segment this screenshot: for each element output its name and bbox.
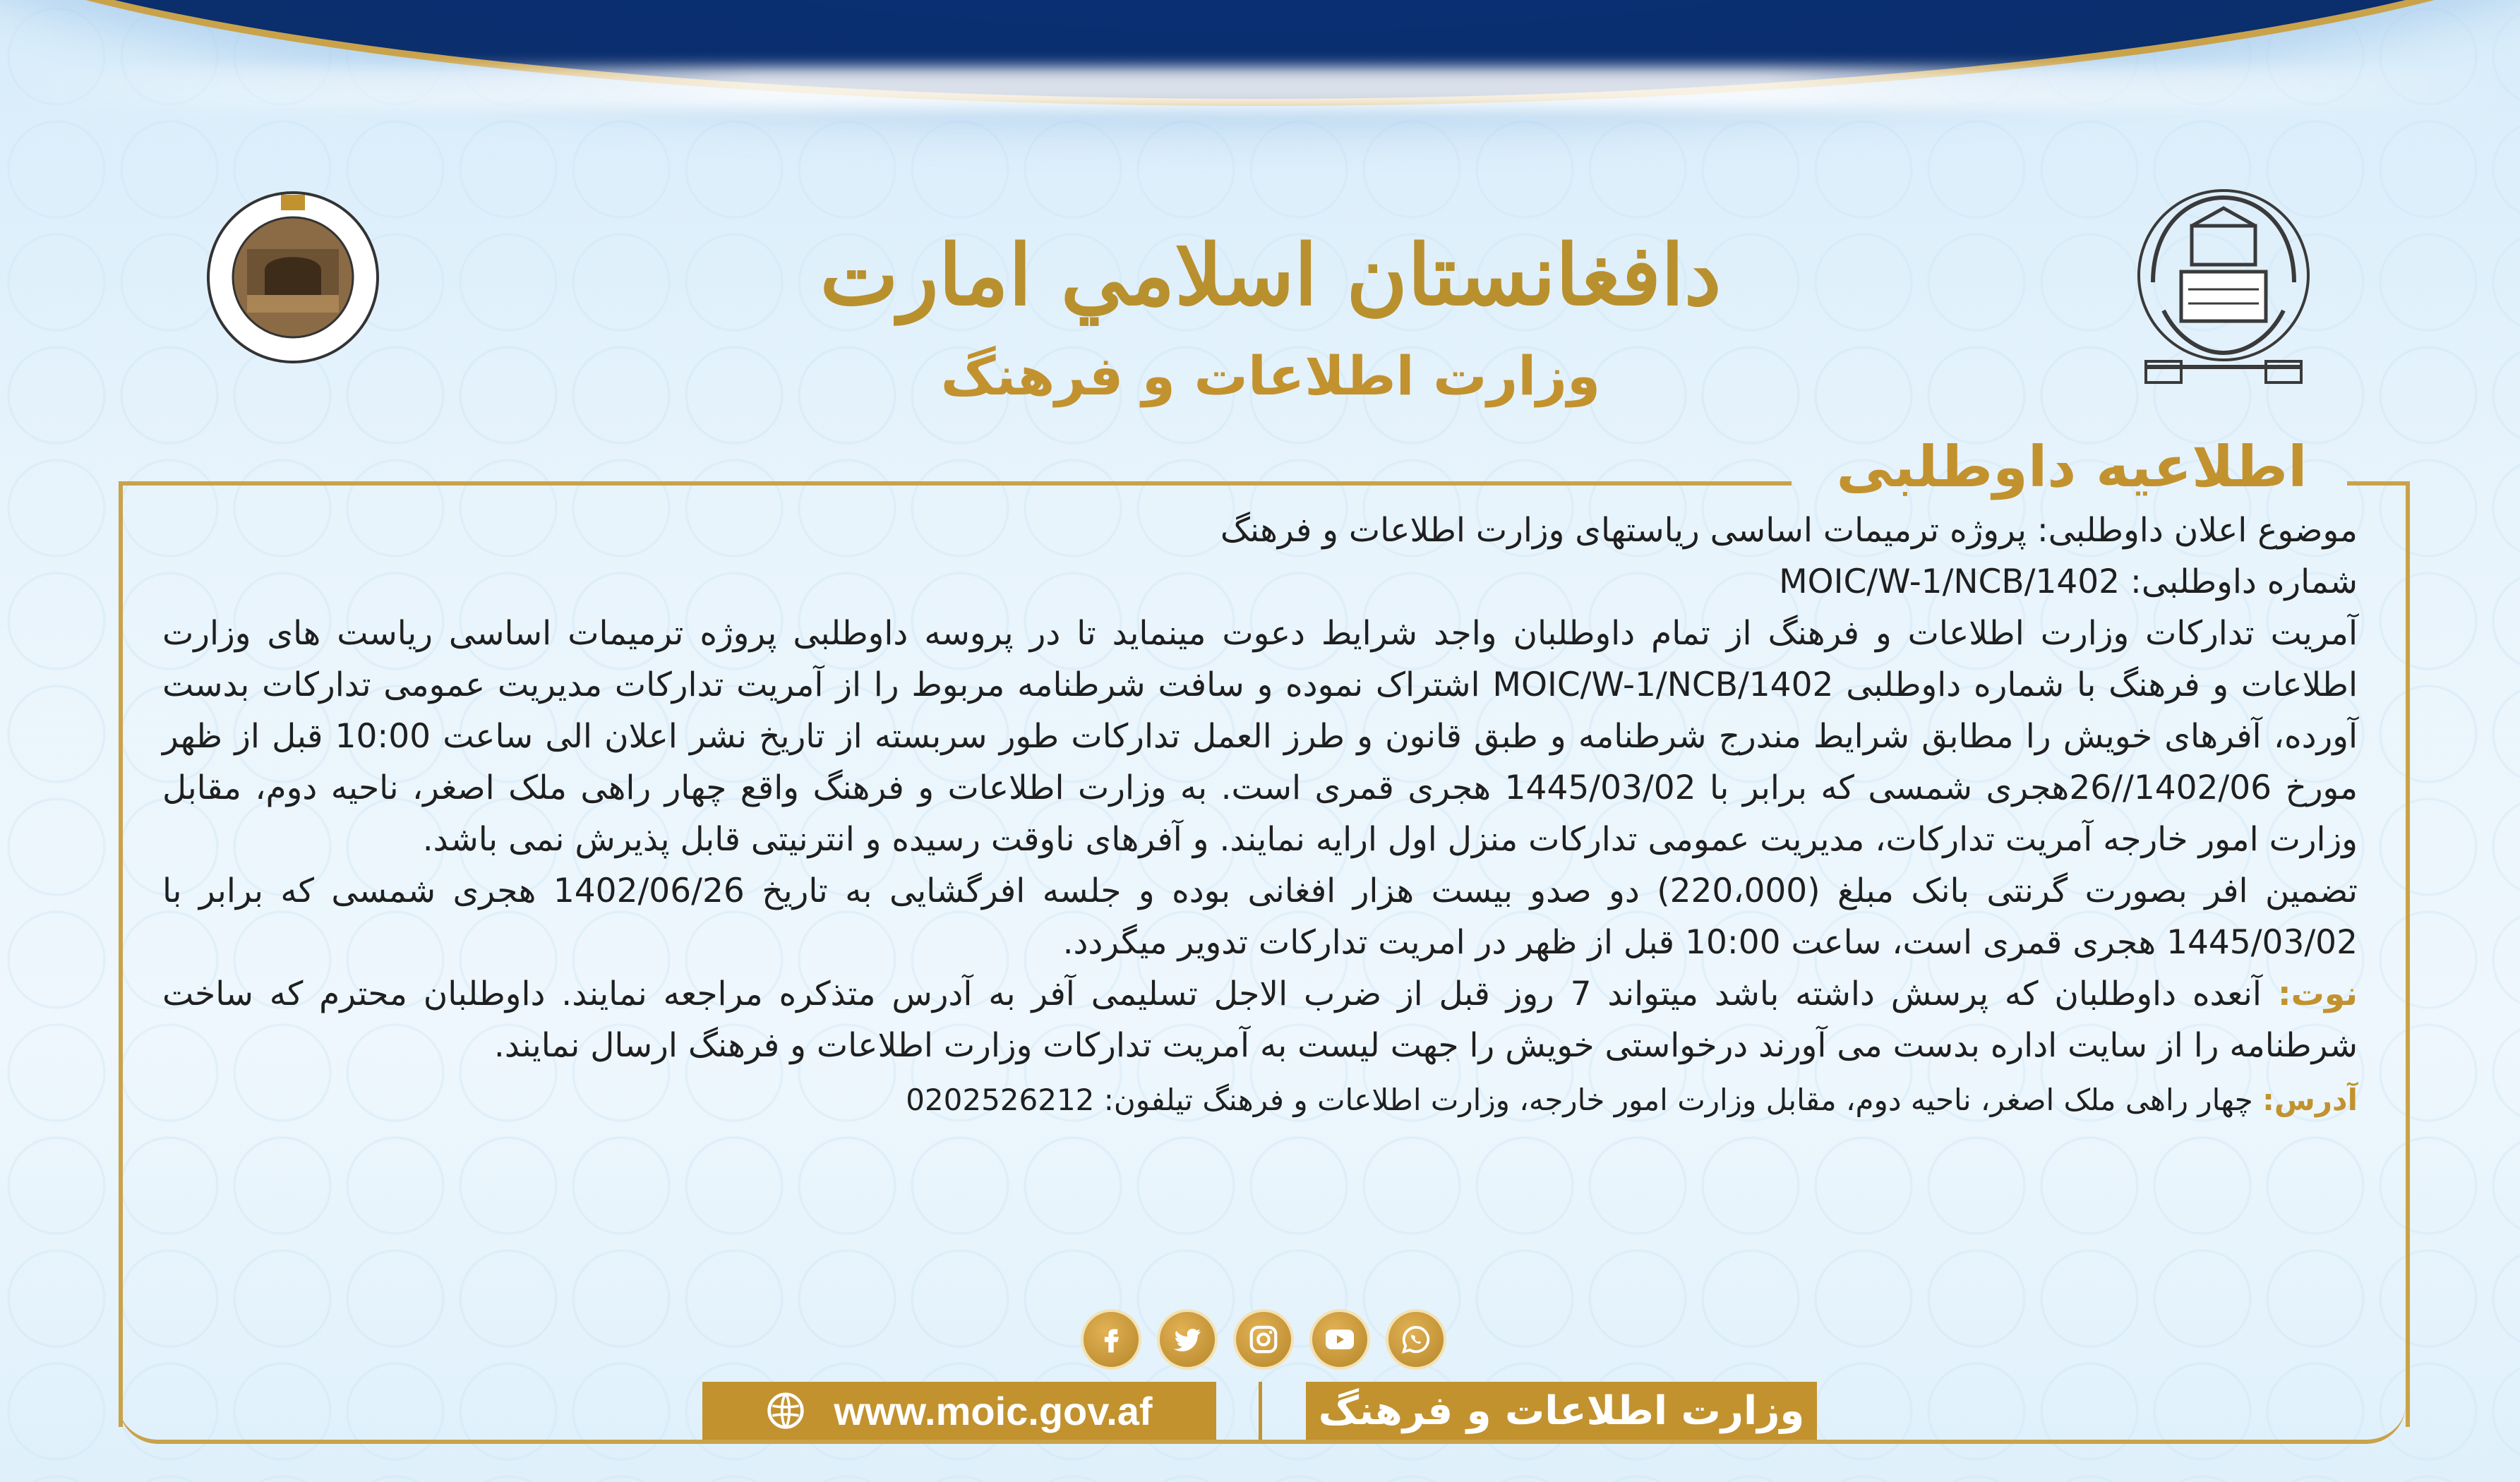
notice-paragraph-1: آمریت تدارکات وزارت اطلاعات و فرهنگ از تمام داوطلبان واجد شرایط دعوت مینماید تا در پروسه داوطلبی پروژه ترمیمات اساسی ریاست های وزارت اطلاعات و فرهنگ با شماره داوطلبی MOIC/W-1/NCB/1402 اشتراک نموده و سافت شرطنامه مربوط را از آمریت تدارکات مدیریت عمومی تدارکات بدست آورده، آفرهای خویش را مطابق شرایط مندرج شرطنامه و طبق قانون و طرز العمل تدارکات طور سربسته از تاریخ نشر اعلان الی ساعت 10:00 قبل از ظهر مورخ 1402/06//26هجری شمسی که برابر با 1445/03/02 هجری قمری است. به وزارت اطلاعات و فرهنگ واقع چهار راهی ملک اصغر، ناحیه دوم، مقابل وزارت امور خارجه آمریت تدارکات، مدیریت عمومی تدارکات منزل اول ارایه نمایند. و آفرهای ناوقت رسیده و انترنیتی قابل پذیرش نمی باشد.	[162, 614, 2358, 859]
social-icons-row	[1080, 1308, 1447, 1371]
notice-address	[162, 1074, 2358, 1126]
emirate-title: دافغانستان اسلامي امارت	[820, 226, 1722, 324]
footer-separator	[1259, 1382, 1262, 1440]
emirate-emblem-icon	[2125, 176, 2322, 395]
ministry-seal-icon	[205, 189, 381, 366]
youtube-icon[interactable]	[1309, 1309, 1370, 1370]
note-text: آنعده داوطلبان که پرسش داشته باشد میتواند 7 روز قبل از ضرب الاجل تسلیمی آفر به آدرس متذکره مراجعه نمایند. داوطلبان محترم که ساخت شرطنامه را از سایت اداره بدست می آورند درخواستی خویش را جهت لیست به آمریت تدارکات وزارت اطلاعات و فرهنگ ارسال نمایند.	[162, 975, 2358, 1065]
globe-icon	[766, 1391, 805, 1430]
whatsapp-icon[interactable]	[1386, 1309, 1446, 1370]
top-banner-glow	[0, 67, 2520, 109]
instagram-icon[interactable]	[1233, 1309, 1294, 1370]
frame-top-left-line	[119, 481, 1792, 486]
notice-paragraph-2: تضمین افر بصورت گرنتی بانک مبلغ (220،000) دو صدو بیست هزار افغانی بوده و جلسه افرگشایی به تاریخ 1402/06/26 هجری شمسی که برابر با 1445/03/02 هجری قمری است، ساعت 10:00 قبل از ظهر در امریت تدارکات تدویر میگردد.	[162, 872, 2358, 962]
address-label: آدرس:	[2262, 1083, 2358, 1117]
frame-bottom-curve	[119, 1404, 2406, 1444]
notice-number: شماره داوطلبی: MOIC/W-1/NCB/1402	[1779, 562, 2358, 601]
frame-top-right-line	[2347, 481, 2406, 486]
website-text: www.moic.gov.af	[834, 1388, 1153, 1433]
notice-note	[162, 968, 2358, 1071]
notice-title: اطلاعیه داوطلبی	[1836, 434, 2308, 500]
note-label: نوت:	[2277, 975, 2358, 1013]
twitter-icon[interactable]	[1157, 1309, 1218, 1370]
notice-subject: موضوع اعلان داوطلبی: پروژه ترمیمات اساسی ریاستهای وزارت اطلاعات و فرهنگ	[1220, 511, 2358, 550]
ministry-title: وزارت اطلاعات و فرهنگ	[940, 344, 1601, 407]
address-text: چهار راهی ملک اصغر، ناحیه دوم، مقابل وزارت امور خارجه، وزارت اطلاعات و فرهنگ تیلفون: 0202526212	[906, 1083, 2253, 1117]
website-link[interactable]	[702, 1382, 1216, 1440]
footer-ministry: وزارت اطلاعات و فرهنگ	[1306, 1382, 1817, 1440]
facebook-icon[interactable]	[1081, 1309, 1141, 1370]
notice-body	[162, 505, 2358, 1126]
